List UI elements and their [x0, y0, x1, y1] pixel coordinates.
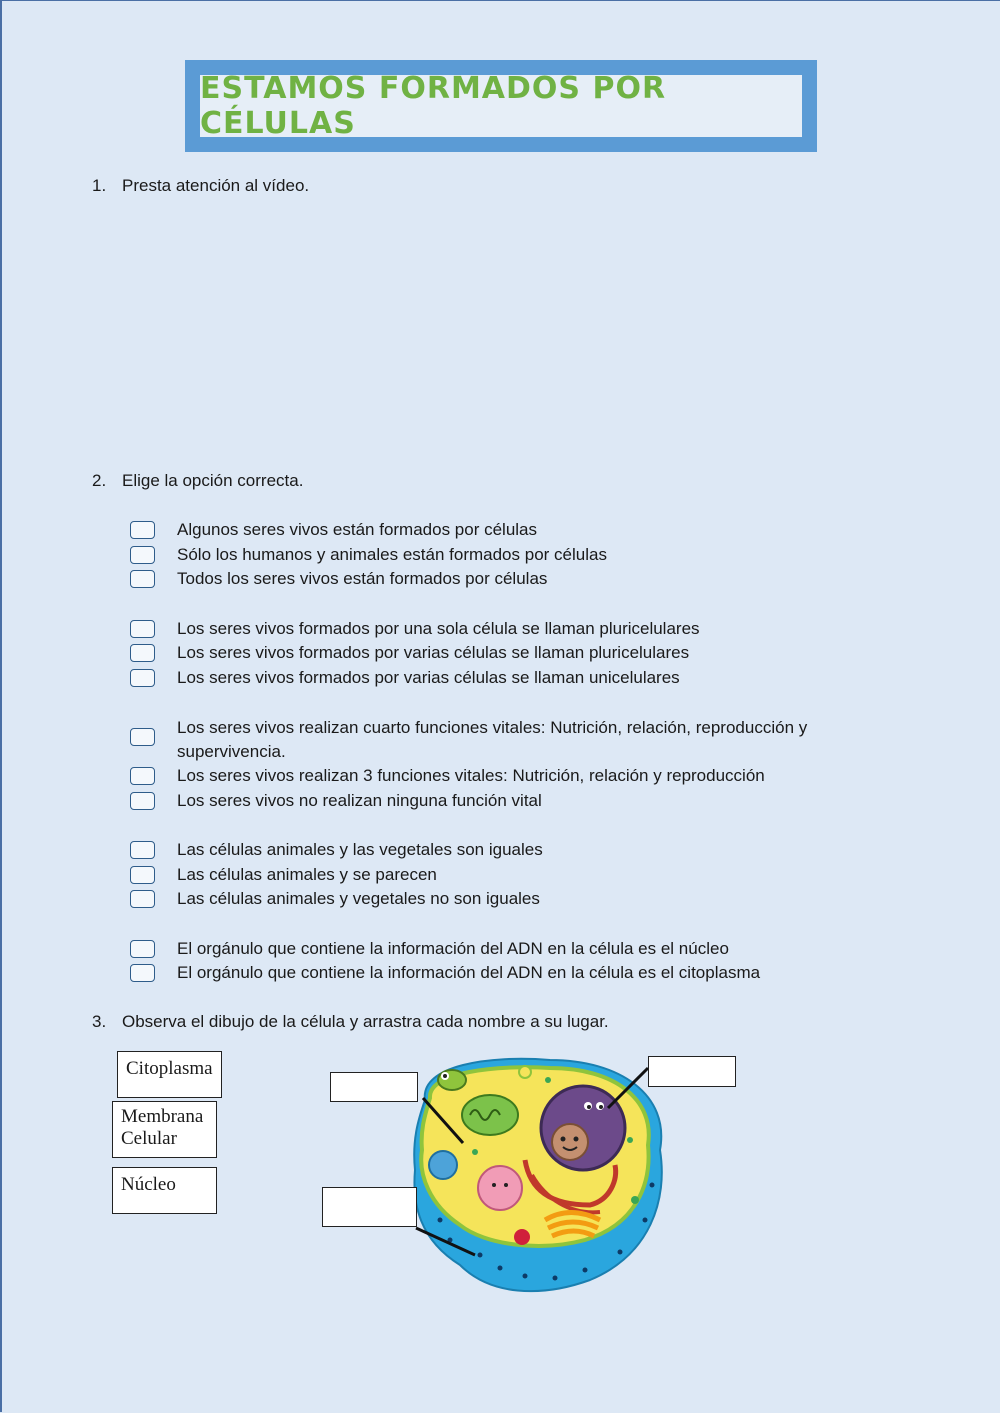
- question-2: [92, 471, 303, 491]
- option-label: Los seres vivos formados por varias células se llaman pluricelulares: [177, 643, 690, 662]
- drop-target-citoplasma[interactable]: [330, 1072, 418, 1102]
- drag-label-membrana[interactable]: [112, 1101, 217, 1158]
- drag-label-text: Núcleo: [121, 1174, 176, 1195]
- drop-target-nucleo[interactable]: [648, 1056, 736, 1087]
- option-checkbox[interactable]: [130, 792, 155, 810]
- option-checkbox[interactable]: [130, 767, 155, 785]
- option-checkbox[interactable]: [130, 964, 155, 982]
- option-checkbox[interactable]: [130, 940, 155, 958]
- option-label: Las células animales y vegetales no son iguales: [177, 889, 540, 908]
- drag-label-citoplasma[interactable]: [117, 1051, 222, 1098]
- option-checkbox[interactable]: [130, 669, 155, 687]
- option-checkbox[interactable]: [130, 521, 155, 539]
- option-checkbox[interactable]: [130, 866, 155, 884]
- option-checkbox[interactable]: [130, 546, 155, 564]
- page-title: ESTAMOS FORMADOS POR CÉLULAS: [200, 75, 802, 137]
- question-number: 3.: [92, 1012, 107, 1031]
- nucleolus: [552, 1124, 588, 1160]
- option-label: Todos los seres vivos están formados por células: [177, 569, 548, 588]
- nucleus: [541, 1086, 625, 1170]
- option-label: Los seres vivos realizan 3 funciones vitales: Nutrición, relación y reproducción: [177, 766, 765, 785]
- title-frame: [185, 60, 817, 152]
- question-number: 1.: [92, 176, 107, 195]
- drag-label-text: Membrana: [121, 1106, 204, 1127]
- drag-label-text: Citoplasma: [126, 1058, 213, 1079]
- option-label: El orgánulo que contiene la información del ADN en la célula es el citoplasma: [177, 963, 761, 982]
- option-label: Los seres vivos formados por varias células se llaman unicelulares: [177, 668, 680, 687]
- option-checkbox[interactable]: [130, 570, 155, 588]
- option-label: Algunos seres vivos están formados por células: [177, 520, 538, 539]
- option-checkbox[interactable]: [130, 728, 155, 746]
- question-text: Elige la opción correcta.: [122, 471, 304, 490]
- drag-label-text: Celular: [121, 1128, 177, 1149]
- question-1: [92, 176, 309, 196]
- centrosome: [514, 1229, 530, 1245]
- question-number: 2.: [92, 471, 107, 490]
- option-checkbox[interactable]: [130, 620, 155, 638]
- option-label: Los seres vivos formados por una sola célula se llaman pluricelulares: [177, 619, 700, 638]
- drag-label-nucleo[interactable]: [112, 1167, 217, 1214]
- option-checkbox[interactable]: [130, 644, 155, 662]
- option-label: Los seres vivos no realizan ninguna función vital: [177, 791, 542, 810]
- option-checkbox[interactable]: [130, 890, 155, 908]
- option-checkbox[interactable]: [130, 841, 155, 859]
- option-label: Sólo los humanos y animales están formados por células: [177, 545, 607, 564]
- drop-target-membrana[interactable]: [322, 1187, 417, 1227]
- option-label: Las células animales y se parecen: [177, 865, 437, 884]
- option-label: El orgánulo que contiene la información del ADN en la célula es el núcleo: [177, 939, 729, 958]
- question-text: Observa el dibujo de la célula y arrastra cada nombre a su lugar.: [122, 1012, 609, 1031]
- question-3: [92, 1012, 609, 1032]
- vacuole: [429, 1151, 457, 1179]
- lysosome: [478, 1166, 522, 1210]
- option-label: Las células animales y las vegetales son iguales: [177, 840, 543, 859]
- option-label: Los seres vivos realizan cuarto funciones vitales: Nutrición, relación, reproducción y supervivencia.: [177, 718, 808, 761]
- question-text: Presta atención al vídeo.: [122, 176, 310, 195]
